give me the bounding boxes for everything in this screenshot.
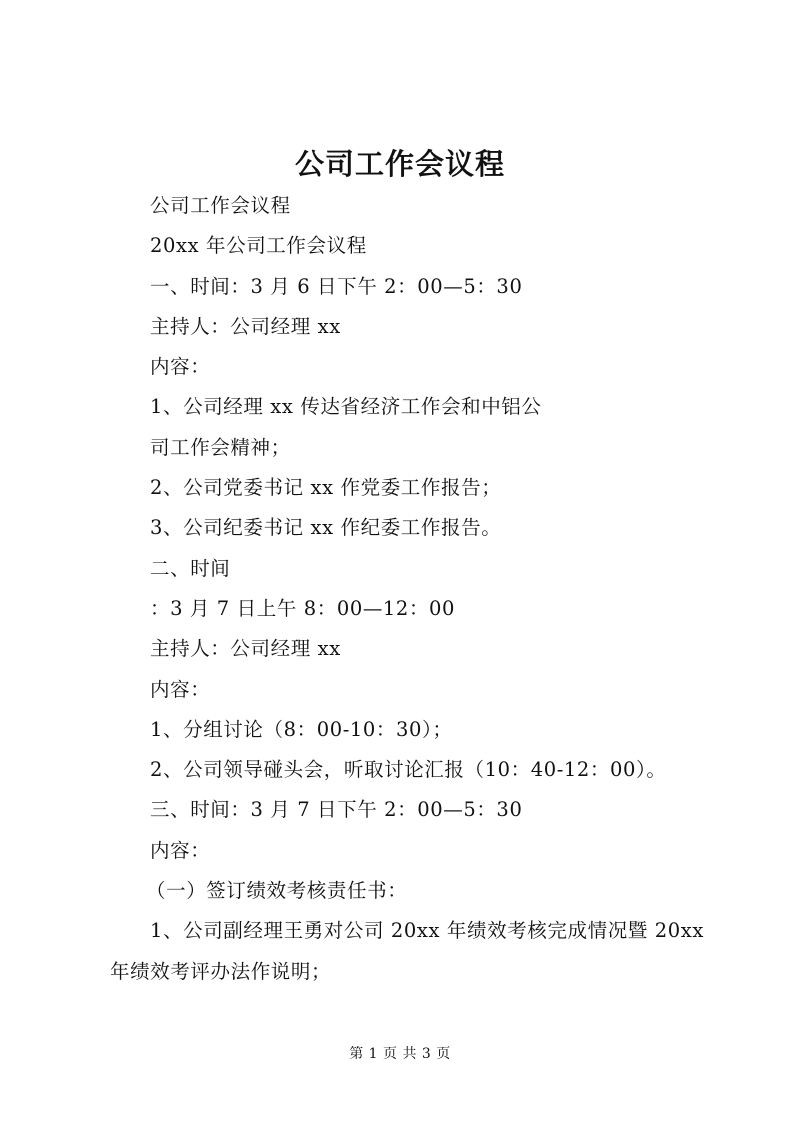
body-line: 1、公司经理 xx 传达省经济工作会和中铝公 — [150, 395, 542, 419]
body-line: 年绩效考评办法作说明； — [110, 959, 332, 983]
body-line: 内容： — [150, 677, 211, 701]
body-line: 公司工作会议程 — [150, 194, 291, 217]
body-line: 内容： — [150, 838, 211, 862]
body-line: 20xx 年公司工作会议程 — [150, 234, 367, 258]
body-line: 2、公司党委书记 xx 作党委工作报告； — [150, 476, 502, 500]
body-line: 内容： — [150, 355, 211, 379]
body-line: 司工作会精神； — [150, 435, 291, 459]
body-line: ：3 月 7 日上午 8：00—12：00 — [150, 596, 456, 620]
page-title: 公司工作会议程 — [294, 147, 505, 181]
body-line: 二、时间 — [150, 556, 231, 580]
body-line: 一、时间：3 月 6 日下午 2：00—5：30 — [150, 274, 523, 298]
body-line: 1、分组讨论（8：00-10：30）； — [150, 717, 453, 741]
body-line: 主持人：公司经理 xx — [150, 637, 341, 661]
body-line: 主持人：公司经理 xx — [150, 314, 341, 338]
body-line: 3、公司纪委书记 xx 作纪委工作报告。 — [150, 516, 502, 540]
body-line: 2、公司领导碰头会，听取讨论汇报（10：40-12：00）。 — [150, 758, 667, 782]
body-line: 三、时间：3 月 7 日下午 2：00—5：30 — [150, 798, 523, 822]
page-number-footer: 第 1 页 共 3 页 — [349, 1046, 451, 1062]
document-body — [110, 186, 710, 992]
body-line: 1、公司副经理王勇对公司 20xx 年绩效考核完成情况暨 20xx — [150, 919, 704, 943]
body-line: （一）签订绩效考核责任书： — [146, 879, 408, 903]
